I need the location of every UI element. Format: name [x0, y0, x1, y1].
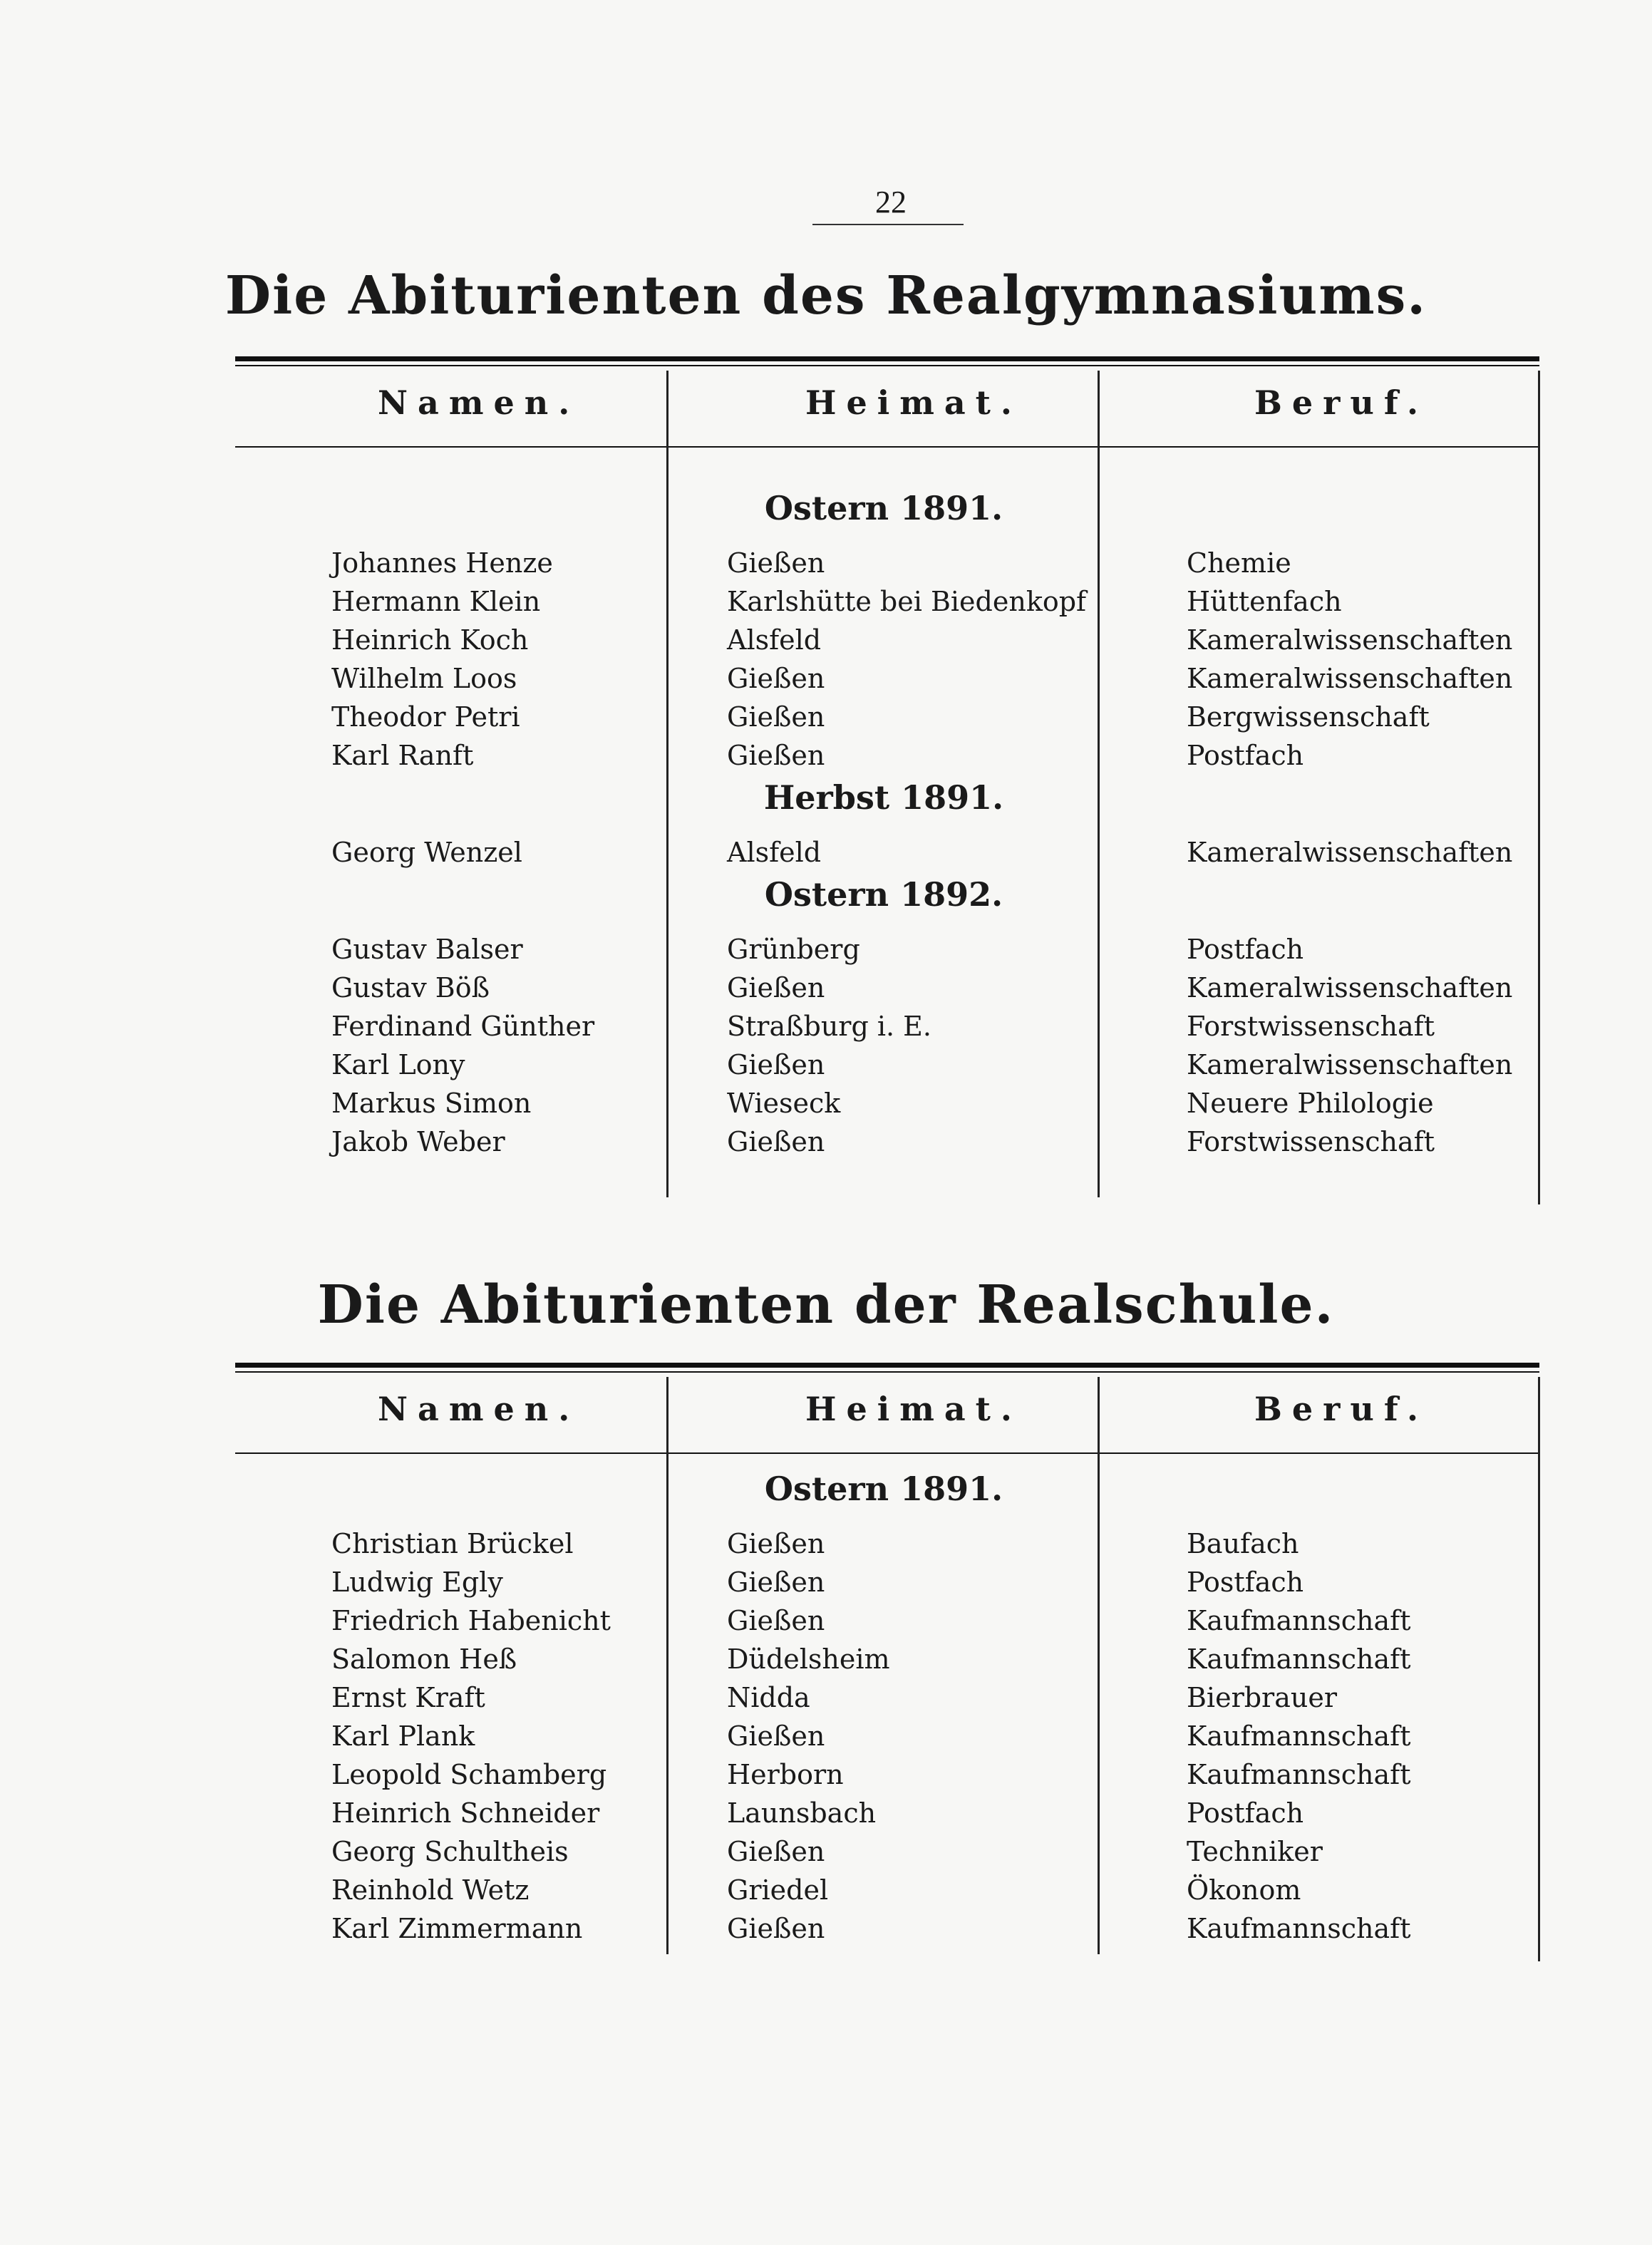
name-cell: Gustav Balser	[331, 934, 523, 965]
home-cell: Gießen	[727, 547, 825, 579]
profession-cell: Postfach	[1187, 1797, 1304, 1829]
home-cell: Launsbach	[727, 1797, 877, 1829]
table-realschule	[235, 1363, 1539, 1954]
name-cell: Ferdinand Günther	[331, 1011, 595, 1042]
profession-cell: Techniker	[1187, 1836, 1323, 1867]
name-cell: Johannes Henze	[331, 547, 553, 579]
home-cell: Gießen	[727, 1126, 825, 1157]
profession-cell: Bierbrauer	[1187, 1682, 1338, 1713]
name-cell: Salomon Heß	[331, 1643, 517, 1675]
profession-cell: Forstwissenschaft	[1187, 1011, 1435, 1042]
home-cell: Herborn	[727, 1759, 844, 1790]
profession-cell: Kaufmannschaft	[1187, 1643, 1411, 1675]
name-cell: Karl Zimmermann	[331, 1913, 583, 1944]
name-cell: Heinrich Schneider	[331, 1797, 600, 1829]
header-name: Namen.	[378, 1390, 580, 1428]
home-cell: Gießen	[727, 1720, 825, 1752]
profession-cell: Kaufmannschaft	[1187, 1759, 1411, 1790]
home-cell: Nidda	[727, 1682, 810, 1713]
name-cell: Reinhold Wetz	[331, 1874, 530, 1906]
profession-cell: Neuere Philologie	[1187, 1088, 1434, 1119]
table-realgymnasium	[235, 356, 1539, 1204]
profession-cell: Forstwissenschaft	[1187, 1126, 1435, 1157]
header-profession: Beruf.	[1254, 383, 1428, 422]
profession-cell: Kaufmannschaft	[1187, 1605, 1411, 1636]
name-cell: Friedrich Habenicht	[331, 1605, 611, 1636]
header-profession: Beruf.	[1254, 1390, 1428, 1428]
name-cell: Karl Ranft	[331, 740, 474, 771]
home-cell: Gießen	[727, 740, 825, 771]
group-heading: Ostern 1892.	[764, 875, 1003, 914]
home-cell: Gießen	[727, 1913, 825, 1944]
profession-cell: Kaufmannschaft	[1187, 1720, 1411, 1752]
home-cell: Gießen	[727, 1567, 825, 1598]
profession-cell: Kameralwissenschaften	[1187, 624, 1513, 656]
name-cell: Georg Wenzel	[331, 837, 522, 868]
profession-cell: Kameralwissenschaften	[1187, 972, 1513, 1003]
header-home: Heimat.	[805, 1390, 1022, 1428]
profession-cell: Baufach	[1187, 1528, 1299, 1559]
profession-cell: Postfach	[1187, 934, 1304, 965]
name-cell: Hermann Klein	[331, 586, 541, 617]
profession-cell: Bergwissenschaft	[1187, 701, 1430, 733]
name-cell: Ludwig Egly	[331, 1567, 503, 1598]
name-cell: Karl Plank	[331, 1720, 475, 1752]
home-cell: Griedel	[727, 1874, 829, 1906]
home-cell: Düdelsheim	[727, 1643, 890, 1675]
profession-cell: Kameralwissenschaften	[1187, 1049, 1513, 1080]
header-home: Heimat.	[805, 383, 1022, 422]
name-cell: Wilhelm Loos	[331, 663, 517, 694]
name-cell: Georg Schultheis	[331, 1836, 569, 1867]
profession-cell: Kaufmannschaft	[1187, 1913, 1411, 1944]
home-cell: Gießen	[727, 1049, 825, 1080]
home-cell: Gießen	[727, 972, 825, 1003]
group-heading: Ostern 1891.	[764, 489, 1003, 527]
home-cell: Alsfeld	[727, 837, 822, 868]
header-name: Namen.	[378, 383, 580, 422]
profession-cell: Postfach	[1187, 740, 1304, 771]
home-cell: Gießen	[727, 663, 825, 694]
name-cell: Gustav Böß	[331, 972, 490, 1003]
home-cell: Gießen	[727, 1528, 825, 1559]
section-title-realgymnasium: Die Abiturienten des Realgymnasiums.	[224, 265, 1428, 326]
profession-cell: Kameralwissenschaften	[1187, 663, 1513, 694]
name-cell: Jakob Weber	[331, 1126, 505, 1157]
profession-cell: Postfach	[1187, 1567, 1304, 1598]
home-cell: Straßburg i. E.	[727, 1011, 932, 1042]
page-number: 22	[875, 185, 907, 220]
name-cell: Christian Brückel	[331, 1528, 574, 1559]
table-body	[235, 1363, 1539, 1954]
home-cell: Gießen	[727, 1836, 825, 1867]
home-cell: Gießen	[727, 1605, 825, 1636]
name-cell: Karl Lony	[331, 1049, 465, 1080]
home-cell: Gießen	[727, 701, 825, 733]
group-heading: Ostern 1891.	[764, 1470, 1003, 1508]
name-cell: Ernst Kraft	[331, 1682, 485, 1713]
name-cell: Theodor Petri	[331, 701, 520, 733]
home-cell: Wieseck	[727, 1088, 841, 1119]
profession-cell: Kameralwissenschaften	[1187, 837, 1513, 868]
profession-cell: Hüttenfach	[1187, 586, 1342, 617]
page-number-rule	[812, 224, 964, 225]
home-cell: Alsfeld	[727, 624, 822, 656]
table-body	[235, 356, 1539, 1204]
name-cell: Leopold Schamberg	[331, 1759, 607, 1790]
name-cell: Heinrich Koch	[331, 624, 529, 656]
profession-cell: Chemie	[1187, 547, 1291, 579]
section-title-realschule: Die Abiturienten der Realschule.	[317, 1274, 1335, 1336]
group-heading: Herbst 1891.	[763, 778, 1004, 817]
profession-cell: Ökonom	[1187, 1874, 1301, 1906]
home-cell: Karlshütte bei Biedenkopf	[727, 586, 1087, 617]
name-cell: Markus Simon	[331, 1088, 532, 1119]
home-cell: Grünberg	[727, 934, 860, 965]
